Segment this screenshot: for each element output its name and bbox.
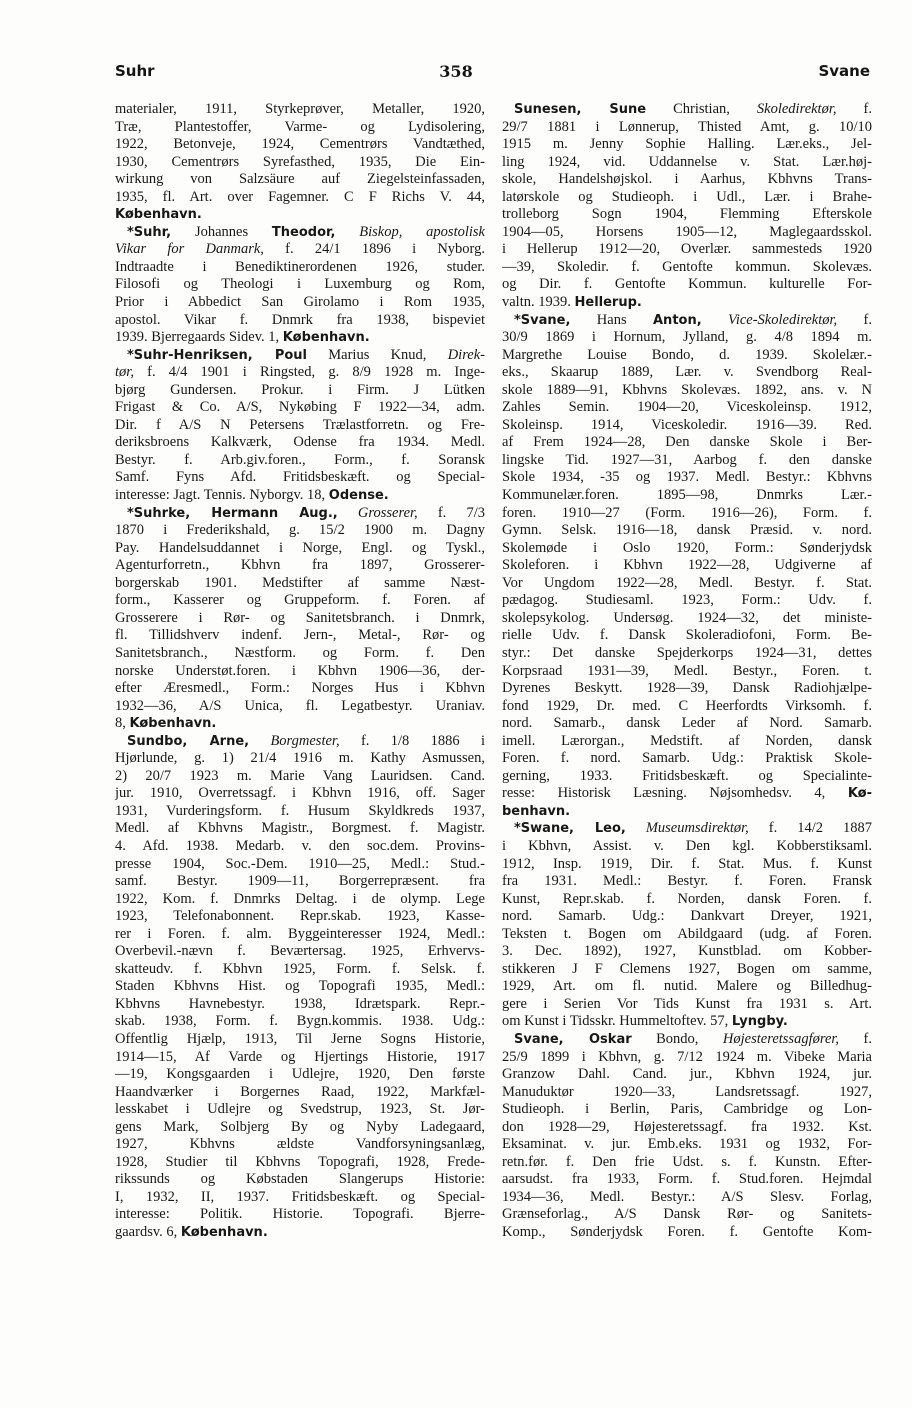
entry-text: 1928, Studier til Kbhvns Topografi, 1928, Frede- xyxy=(115,1153,485,1170)
entry-text: f. xyxy=(839,1030,872,1047)
entry-text: 4. Afd. 1938. Medarb. v. den soc.dem. Provins- xyxy=(115,837,485,854)
entry-text: Haandværker i Borgernes Raad, 1922, Markfæl- xyxy=(115,1083,485,1100)
entry-text: skole 1889—91, Kbhvns Skolevæs. 1892, ans. v. N xyxy=(502,381,872,398)
text-line xyxy=(115,154,485,172)
entry-text: Bestyr. f. Arb.giv.foren., Form., f. Soransk xyxy=(115,451,485,468)
text-line xyxy=(502,276,872,294)
text-line xyxy=(115,259,485,277)
text-line xyxy=(502,136,872,154)
text-line xyxy=(502,294,872,312)
text-line xyxy=(502,224,872,242)
entry-text: rikssunds og Købstaden Slangerups Historie: xyxy=(115,1171,485,1188)
entry-title: Vice-Skoledirektør, xyxy=(701,311,838,328)
text-line xyxy=(115,1031,485,1049)
entry-title: Skoledirektør, xyxy=(756,101,837,117)
entry-text: Skolemøde i Oslo 1920, Form.: Sønderjydsk xyxy=(502,539,872,556)
entry-text: f. 24/1 1896 i Nyborg. xyxy=(263,241,485,258)
text-line xyxy=(115,996,485,1014)
entry-text: f. 4/4 1901 i Ringsted, g. 8/9 1928 m. Inge- xyxy=(133,364,485,381)
entry-text: Gymn. Selsk. 1916—18, dansk Præsid. v. nord. xyxy=(502,522,872,539)
entry-title: Grosserer, xyxy=(337,504,418,521)
text-line xyxy=(502,1066,872,1084)
text-line xyxy=(115,663,485,681)
entry-text: Træ, Plantestoffer, Varme- og Lydisolering, xyxy=(115,118,485,135)
text-line xyxy=(502,680,872,698)
entry-name: København. xyxy=(180,1225,268,1240)
entry-text: 3. Dec. 1892), 1927, Kunstblad. om Kobber- xyxy=(502,943,872,960)
text-line xyxy=(115,943,485,961)
text-line xyxy=(115,522,485,540)
right-column xyxy=(502,101,872,1391)
text-line xyxy=(115,276,485,294)
text-line xyxy=(502,540,872,558)
entry-text: Staden Kbhvns Hist. og Topografi 1935, Medl.: xyxy=(115,978,485,995)
entry-text: 1922, Kom. f. Dnmrks Deltag. i de olymp. Lege xyxy=(115,890,485,907)
entry-text: samf. Bestyr. 1909—11, Borgerrepræsent. fra xyxy=(115,873,485,890)
running-head-right: Svane xyxy=(818,62,870,80)
text-line xyxy=(502,627,872,645)
entry-text: pædagog. Studiesaml. 1923, Form.: Udv. f. xyxy=(502,592,872,609)
entry-text: materialer, 1911, Styrkeprøver, Metaller, 1920, xyxy=(115,101,485,117)
text-line xyxy=(502,119,872,137)
text-line xyxy=(502,347,872,365)
entry-text: Grosserere i Rør- og Sanitetsbranch. i Dnmrk, xyxy=(115,609,485,626)
entry-text: Eksaminat. v. jur. Emb.eks. 1931 og 1932, For- xyxy=(502,1136,872,1153)
entry-text: 2) 20/7 1923 m. Marie Vang Lauridsen. Cand. xyxy=(115,767,485,784)
entry-text: styr.: Det danske Spejderkorps 1924—31, dettes xyxy=(502,644,872,661)
entry-text: 1939. Bjerregaards Sidev. 1, xyxy=(115,329,283,346)
text-line xyxy=(115,891,485,909)
text-line xyxy=(115,1136,485,1154)
entry-text: Pay. Handelsuddannet i Norge, Engl. og Tyskl., xyxy=(115,539,485,556)
text-line xyxy=(502,592,872,610)
text-line xyxy=(502,663,872,681)
entry-text: og Dir. f. Gentofte Kommun. kulturelle For- xyxy=(502,276,872,293)
entry-text: —19, Kongsgaarden i Udlejre, 1920, Den første xyxy=(115,1066,485,1083)
entry-text: Margrethe Louise Bondo, d. 1939. Skolelær.- xyxy=(502,346,872,363)
text-line xyxy=(115,733,485,751)
entry-title: Højesteretssagfører, xyxy=(722,1030,840,1047)
entry-text: trolleborg Sogn 1904, Flemming Efterskole xyxy=(502,206,872,223)
text-line xyxy=(502,487,872,505)
text-line xyxy=(502,154,872,172)
entry-text: Hans xyxy=(570,311,653,328)
text-line xyxy=(115,189,485,207)
text-line xyxy=(115,856,485,874)
text-line xyxy=(115,1119,485,1137)
text-line xyxy=(502,189,872,207)
entry-text: Skole 1934, -35 og 1937. Medl. Bestyr.: Kbhvns xyxy=(502,469,872,486)
text-line xyxy=(502,768,872,786)
text-line xyxy=(502,434,872,452)
entry-text: skab. 1938, Form. f. Bygn.kommis. 1938. Udg.: xyxy=(115,1013,485,1030)
text-line xyxy=(115,364,485,382)
text-line xyxy=(115,1224,485,1242)
text-line xyxy=(502,1154,872,1172)
text-line xyxy=(502,1084,872,1102)
text-line xyxy=(115,820,485,838)
left-column xyxy=(115,101,485,1391)
text-line xyxy=(115,627,485,645)
text-line xyxy=(115,312,485,330)
text-line xyxy=(502,452,872,470)
text-line xyxy=(502,645,872,663)
entry-text: rielle Udv. f. Dansk Skoleradiofoni, Form. Be- xyxy=(502,627,872,644)
text-line xyxy=(115,505,485,523)
text-line xyxy=(115,136,485,154)
entry-text: fra 1931. Medl.: Bestyr. f. Foren. Fransk xyxy=(502,873,872,890)
entry-text: 1929, Art. om fl. nutid. Malere og Billedhug- xyxy=(502,978,872,995)
text-line xyxy=(502,996,872,1014)
text-line xyxy=(115,1171,485,1189)
entry-text: retn.før. f. Den frie Udst. s. f. Kunstn. Efter- xyxy=(502,1153,872,1170)
text-line xyxy=(115,926,485,944)
text-line xyxy=(115,698,485,716)
entry-text: skole, Handelshøjskol. i Aarhus, Kbhvns Trans- xyxy=(502,171,872,188)
text-line xyxy=(502,522,872,540)
text-line xyxy=(115,715,485,733)
entry-text: Sanitetsbranch., Næstform. og Form. f. Den xyxy=(115,644,485,661)
entry-text: 1904—05, Horsens 1905—12, Maglegaardsskol. xyxy=(502,223,872,240)
text-line xyxy=(502,926,872,944)
entry-text: Grænseforlag., A/S Dansk Rør- og Sanitets- xyxy=(502,1206,872,1223)
entry-text: skolepsykolog. Undersøg. 1924—32, det ministe- xyxy=(502,609,872,626)
text-line xyxy=(115,417,485,435)
entry-text: Komp., Sønderjydsk Foren. f. Gentofte Kom- xyxy=(502,1224,872,1240)
entry-text: imell. Lærorgan., Medstift. af Norden, dansk xyxy=(502,732,872,749)
entry-text: I, 1932, II, 1937. Fritidsbeskæft. og Special- xyxy=(115,1188,485,1205)
entry-text: efter Æresmedl., Form.: Norges Hus i Kbhvn xyxy=(115,680,485,697)
entry-text: Hjørlunde, g. 1) 21/4 1916 m. Kathy Asmussen, xyxy=(115,750,485,767)
entry-text: apostol. Vikar f. Dnmrk fra 1938, bispeviet xyxy=(115,311,485,328)
text-line xyxy=(502,943,872,961)
text-line xyxy=(502,961,872,979)
entry-text: i Kbhvn, Assist. v. Den kgl. Kobberstiksaml. xyxy=(502,837,872,854)
text-line xyxy=(115,101,485,119)
text-line xyxy=(115,1066,485,1084)
text-line xyxy=(502,978,872,996)
text-line xyxy=(115,785,485,803)
text-line xyxy=(115,592,485,610)
text-line xyxy=(502,1101,872,1119)
entry-name: København. xyxy=(282,330,370,346)
text-line xyxy=(115,329,485,347)
entry-text: foren. 1910—27 (Form. 1916—26), Form. f. xyxy=(502,504,872,521)
entry-text: gaardsv. 6, xyxy=(115,1224,181,1240)
entry-text: 1934—36, Medl. Bestyr.: A/S Slesv. Forlag, xyxy=(502,1188,872,1205)
text-line xyxy=(115,382,485,400)
text-line xyxy=(115,645,485,663)
entry-text: 8, xyxy=(115,715,130,732)
entry-text: 1932—36, A/S Unica, fl. Legatbestyr. Uraniav. xyxy=(115,697,485,714)
text-line xyxy=(502,1049,872,1067)
entry-text: Overbevil.-nævn f. Beværtersag. 1925, Erhvervs- xyxy=(115,943,485,960)
text-line xyxy=(115,1013,485,1031)
entry-text: Medl. af Kbhvns Magistr., Borgmest. f. Magistr. xyxy=(115,820,485,837)
text-line xyxy=(502,873,872,891)
entry-text: Dir. f A/S N Petersens Trælastforretn. og Fre- xyxy=(115,416,485,433)
text-line xyxy=(502,312,872,330)
entry-name: *Suhr, xyxy=(127,224,172,240)
entry-text: Agenturforretn., Kbhvn fra 1897, Grosserer- xyxy=(115,557,485,574)
text-line xyxy=(502,505,872,523)
entry-text: bjørg Gundersen. Prokur. i Firm. J Lütken xyxy=(115,381,485,398)
entry-text: gens Mark, Solbjerg By og Nyby Ladegaard, xyxy=(115,1118,485,1135)
text-line xyxy=(502,785,872,803)
text-line xyxy=(115,908,485,926)
entry-name: benhavn. xyxy=(502,803,571,819)
text-line xyxy=(115,803,485,821)
entry-title: tør, xyxy=(115,364,134,381)
entry-text: Vor Ungdom 1922—28, Medl. Bestyr. f. Stat. xyxy=(502,574,872,591)
entry-name: Theodor, xyxy=(271,224,336,240)
text-line xyxy=(115,1154,485,1172)
entry-text: Manuduktør 1920—33, Landsretssagf. 1927, xyxy=(502,1083,872,1100)
entry-text: gerning, 1933. Fritidsbeskæft. og Specialinte- xyxy=(502,767,872,784)
entry-text: Foren. f. nord. Samarb. Udg.: Praktisk Skole- xyxy=(502,750,872,767)
text-line xyxy=(115,575,485,593)
entry-text: Granzow Dahl. Cand. jur., Kbhvn 1924, jur. xyxy=(502,1066,872,1083)
entry-text: f. 7/3 xyxy=(417,504,485,521)
text-line xyxy=(115,487,485,505)
entry-text: 1923, Telefonabonnent. Repr.skab. 1923, Kasse- xyxy=(115,908,485,925)
entry-text: Kunst, Repr.skab. f. Norden, dansk Foren. f. xyxy=(502,890,872,907)
text-line xyxy=(502,171,872,189)
text-line xyxy=(115,750,485,768)
entry-text: eks., Skaarup 1889, Lær. v. Svendborg Real- xyxy=(502,364,872,381)
text-line xyxy=(115,206,485,224)
text-line xyxy=(115,294,485,312)
entry-text: 1935, fl. Art. over Fagemner. C F Richs V. 44, xyxy=(115,188,485,205)
entry-text: lingske Tid. 1927—31, Aarbog f. den danske xyxy=(502,451,872,468)
entry-name: *Swane, Leo, xyxy=(514,821,626,837)
entry-name: København. xyxy=(115,207,202,223)
text-line xyxy=(502,1013,872,1031)
entry-text: i Hellerup 1912—20, Overlær. sammesteds 1920 xyxy=(502,241,872,258)
text-line xyxy=(502,733,872,751)
entry-text: Skoleforen. i Kbhvn 1922—28, Udgiverne af xyxy=(502,557,872,574)
text-line xyxy=(502,417,872,435)
text-line xyxy=(502,259,872,277)
entry-text: 1912, Insp. 1919, Dir. f. Stat. Mus. f. Kunst xyxy=(502,855,872,872)
entry-name: Svane, Oskar xyxy=(514,1031,632,1047)
entry-text: nord. Samarb., dansk Leder af Nord. Samarb. xyxy=(502,715,872,732)
text-line xyxy=(115,961,485,979)
entry-text: 1915 m. Jenny Sophie Halling. Lær.eks., Jel- xyxy=(502,136,872,153)
entry-text: 25/9 1899 i Kbhvn, g. 7/12 1924 m. Vibeke Maria xyxy=(502,1048,872,1065)
entry-text: f. xyxy=(836,101,872,117)
text-line xyxy=(115,347,485,365)
entry-title: Vikar for Danmark, xyxy=(115,241,264,258)
entry-name: Hellerup. xyxy=(574,295,642,311)
text-line xyxy=(502,1031,872,1049)
running-head-left: Suhr xyxy=(115,62,155,80)
entry-text: gere i Serien Vor Tids Kunst fra 1931 s. Art. xyxy=(502,995,872,1012)
text-line xyxy=(115,119,485,137)
text-line xyxy=(502,610,872,628)
text-line xyxy=(502,820,872,838)
text-line xyxy=(502,364,872,382)
text-line xyxy=(115,241,485,259)
entry-text: wirkung von Salzsäure auf Ziegelsteinfassaden, xyxy=(115,171,485,188)
entry-text: 1870 i Frederikshald, g. 15/2 1900 m. Dagny xyxy=(115,522,485,539)
entry-text: Dyrenes Beskytt. 1928—39, Dansk Radiohjælpe- xyxy=(502,680,872,697)
text-line xyxy=(115,1101,485,1119)
entry-text: 1922, Betonveje, 1924, Cementrørs Vandtæthed, xyxy=(115,136,485,153)
text-line xyxy=(502,750,872,768)
entry-name: Sunesen, Sune xyxy=(514,102,647,117)
entry-text: jur. 1910, Overretssagf. i Kbhvn 1916, off. Sager xyxy=(115,785,485,802)
text-line xyxy=(502,1171,872,1189)
text-line xyxy=(502,1206,872,1224)
text-line xyxy=(115,680,485,698)
entry-text: Studieoph. i Berlin, Paris, Cambridge og Lon- xyxy=(502,1101,872,1118)
entry-text: Offentlig Hjælp, 1913, Til Jerne Sogns Historie, xyxy=(115,1030,485,1047)
entry-text: Korpsraad 1931—39, Medl. Bestyr., Foren. t. xyxy=(502,662,872,679)
entry-text: nord. Samarb. Udg.: Dankvart Dreyer, 1921, xyxy=(502,908,872,925)
entry-text: 1931, Vurderingsform. f. Husum Skyldkreds 1937, xyxy=(115,802,485,819)
entry-title: Direk- xyxy=(447,346,485,363)
entry-text: Samf. Fyns Afd. Fritidsbeskæft. og Special- xyxy=(115,469,485,486)
entry-text: valtn. 1939. xyxy=(502,294,575,311)
entry-text: Zahles Semin. 1904—20, Viceskoleinsp. 1912, xyxy=(502,399,872,416)
page-number: 358 xyxy=(439,62,473,81)
text-line xyxy=(502,557,872,575)
text-line xyxy=(502,715,872,733)
entry-name: *Suhr-Henriksen, Poul xyxy=(127,347,308,363)
text-line xyxy=(115,434,485,452)
text-line xyxy=(502,803,872,821)
text-line xyxy=(115,1049,485,1067)
entry-text: Filosofi og Theologi i Luxemburg og Rom, xyxy=(115,276,485,293)
entry-name: Lyngby. xyxy=(731,1014,788,1030)
entry-text: lesskabet i Udlejre og Svedstrup, 1923, St. Jør- xyxy=(115,1101,485,1118)
entry-name: *Svane, xyxy=(514,312,571,328)
entry-text: aarsudst. fra 1933, Form. f. Stud.foren. Hejmdal xyxy=(502,1171,872,1188)
entry-text: af Frem 1924—28, Den danske Skole i Ber- xyxy=(502,434,872,451)
entry-text: deriksbroens Kalkværk, Odense fra 1934. Medl. xyxy=(115,434,485,451)
entry-text: interesse: Politik. Historie. Topografi. Bjerre- xyxy=(115,1206,485,1223)
entry-text: 29/7 1881 i Lønnerup, Thisted Amt, g. 10/10 xyxy=(502,118,872,135)
entry-text: 1930, Cementrørs Syrefasthed, 1935, Die Ein- xyxy=(115,153,485,170)
entry-name: Anton, xyxy=(653,312,702,328)
text-line xyxy=(502,838,872,856)
text-line xyxy=(115,540,485,558)
entry-text: 1927, Kbhvns ældste Vandforsyningsanlæg, xyxy=(115,1136,485,1153)
entry-text: interesse: Jagt. Tennis. Nyborgv. 18, xyxy=(115,487,329,504)
entry-text: borgerskab 1901. Medstifter af samme Næst- xyxy=(115,574,485,591)
text-line xyxy=(115,469,485,487)
entry-text: Marius Knud, xyxy=(307,346,448,363)
text-line xyxy=(115,1206,485,1224)
entry-name: Kø- xyxy=(847,786,872,802)
text-line xyxy=(502,469,872,487)
text-line xyxy=(502,206,872,224)
text-line xyxy=(115,610,485,628)
text-line xyxy=(502,241,872,259)
text-line xyxy=(502,891,872,909)
text-line xyxy=(502,329,872,347)
entry-text: stikkeren J F Clemens 1927, Bogen om samme, xyxy=(502,960,872,977)
text-line xyxy=(502,698,872,716)
text-line xyxy=(502,382,872,400)
entry-text: presse 1904, Soc.-Dem. 1910—25, Medl.: Stud.- xyxy=(115,855,485,872)
text-line xyxy=(502,101,872,119)
entry-text: Frigast & Co. A/S, Nykøbing F 1922—34, adm. xyxy=(115,399,485,416)
text-line xyxy=(115,873,485,891)
entry-text: f. 14/2 1887 xyxy=(748,820,872,837)
entry-name: København. xyxy=(129,716,217,732)
text-line xyxy=(502,856,872,874)
text-line xyxy=(115,452,485,470)
entry-text: Christian, xyxy=(646,101,757,117)
text-line xyxy=(502,1189,872,1207)
entry-text: Teksten t. Bogen om Abildgaard (udg. af Foren. xyxy=(502,925,872,942)
entry-text: latørskole og Studieoph. i Udl., Lær. i Brahe- xyxy=(502,188,872,205)
text-line xyxy=(502,908,872,926)
text-line xyxy=(115,224,485,242)
text-line xyxy=(115,838,485,856)
entry-text: Johannes xyxy=(171,223,272,240)
entry-text: Skoleinsp. 1914, Viceskoledir. 1916—39. Red. xyxy=(502,416,872,433)
entry-text: resse: Historisk Læsning. Nøjsomhedsv. 4, xyxy=(502,785,848,802)
entry-text: don 1928—29, Højesteretssagf. fra 1932. Kst. xyxy=(502,1118,872,1135)
text-line xyxy=(502,1136,872,1154)
entry-text: f. xyxy=(837,311,872,328)
entry-text: Prior i Abbedict San Girolamo i Rom 1935, xyxy=(115,294,485,311)
text-line xyxy=(115,1084,485,1102)
text-line xyxy=(502,1119,872,1137)
entry-text: norske Understøt.foren. i Kbhvn 1906—36, der- xyxy=(115,662,485,679)
entry-name: Sundbo, Arne, xyxy=(127,733,250,749)
entry-text: ling 1924, vid. Uddannelse v. Stat. Lær.høj- xyxy=(502,153,872,170)
entry-text: Kommunelær.foren. 1895—98, Dnmrks Lær.- xyxy=(502,487,872,504)
text-line xyxy=(502,575,872,593)
text-line xyxy=(115,399,485,417)
entry-text: 30/9 1869 i Hornum, Jylland, g. 4/8 1894 m. xyxy=(502,329,872,346)
entry-text: om Kunst i Tidsskr. Hummeltoftev. 57, xyxy=(502,1013,732,1030)
entry-text: rer i Foren. f. alm. Byggeinteresser 1924, Medl.: xyxy=(115,925,485,942)
text-line xyxy=(502,399,872,417)
entry-text: Kbhvns Havnebestyr. 1938, Idrætspark. Repr.- xyxy=(115,995,485,1012)
entry-text: 1914—15, Af Varde og Hjertings Historie, 1917 xyxy=(115,1048,485,1065)
entry-text: Bondo, xyxy=(631,1030,723,1047)
entry-text: fl. Tillidshverv indenf. Jern-, Metal-, Rør- og xyxy=(115,627,485,644)
entry-text: form., Kasserer og Gruppeform. f. Foren. af xyxy=(115,592,485,609)
text-line xyxy=(115,557,485,575)
entry-text: fond 1929, Dr. med. C Heerfordts Virksomh. f. xyxy=(502,697,872,714)
entry-text: skatteudv. f. Kbhvn 1925, Form. f. Selsk. f. xyxy=(115,960,485,977)
entry-name: *Suhrke, Hermann Aug., xyxy=(127,505,338,521)
entry-title: Museumsdirektør, xyxy=(625,820,749,837)
text-line xyxy=(115,171,485,189)
entry-text: —39, Skoledir. f. Gentofte kommun. Skolevæs. xyxy=(502,258,872,275)
text-line xyxy=(115,1189,485,1207)
entry-name: Odense. xyxy=(328,488,389,504)
entry-title: Borgmester, xyxy=(249,732,340,749)
entry-title: Biskop, apostolisk xyxy=(335,223,485,240)
text-line xyxy=(115,978,485,996)
text-line xyxy=(502,1224,872,1242)
entry-text: f. 1/8 1886 i xyxy=(339,732,485,749)
text-line xyxy=(115,768,485,786)
entry-text: Indtraadte i Benediktinerordenen 1926, studer. xyxy=(115,258,485,275)
